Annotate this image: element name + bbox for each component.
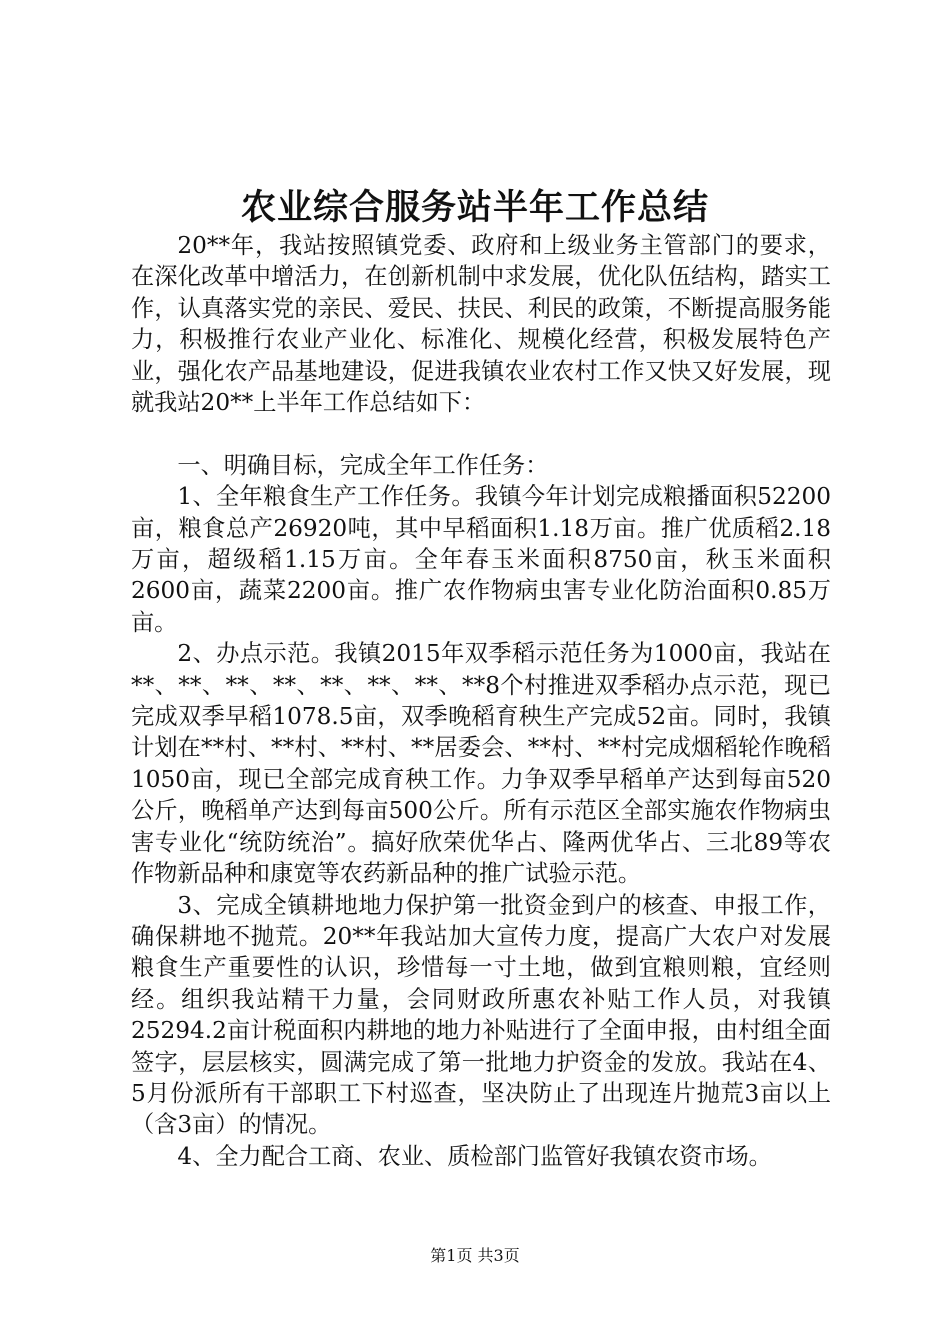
item-4-paragraph: 4、全力配合工商、农业、质检部门监管好我镇农资市场。 (177, 1142, 772, 1170)
item-1-paragraph: 1、全年粮食生产工作任务。我镇今年计划完成粮播面积52200亩，粮食总产26920吨，其中早稻面积1.18万亩。推广优质稻2.18万亩，超级稻1.15万亩。全年春玉米面积8750亩，秋玉米面积2600亩，蔬菜2200亩。推广农作物病虫害专业化防治面积0.85万亩。 (131, 483, 831, 636)
item-3-paragraph: 3、完成全镇耕地地力保护第一批资金到户的核查、申报工作，确保耕地不抛荒。20**年我站加大宣传力度，提高广大农户对发展粮食生产重要性的认识，珍惜每一寸土地，做到宜粮则粮，宜经则经。组织我站精干力量，会同财政所惠农补贴工作人员，对我镇25294.2亩计税面积内耕地的地力补贴进行了全面申报，由村组全面签字，层层核实，圆满完成了第一批地力护资金的发放。我站在4、5月份派所有干部职工下村巡查，坚决防止了出现连片抛荒3亩以上（含3亩）的情况。 (131, 891, 831, 1139)
document-body (131, 230, 831, 1172)
item-2-paragraph: 2、办点示范。我镇2015年双季稻示范任务为1000亩，我站在**、**、**、**、**、**、**、**8个村推进双季稻办点示范，现已完成双季早稻1078.5亩，双季晚稻育秧生产完成52亩。同时，我镇计划在**村、**村、**村、**居委会、**村、**村完成烟稻轮作晚稻1050亩，现已全部完成育秧工作。力争双季早稻单产达到每亩520公斤，晚稻单产达到每亩500公斤。所有示范区全部实施农作物病虫害专业化“统防统治”。搞好欣荣优华占、隆两优华占、三北89等农作物新品种和康宽等农药新品种的推广试验示范。 (131, 640, 831, 888)
intro-paragraph: 20**年，我站按照镇党委、政府和上级业务主管部门的要求，在深化改革中增活力，在创新机制中求发展，优化队伍结构，踏实工作，认真落实党的亲民、爱民、扶民、利民的政策，不断提高服务能力，积极推行农业产业化、标准化、规模化经营，积极发展特色产业，强化农产品基地建设，促进我镇农业农村工作又快又好发展，现就我站20**上半年工作总结如下： (131, 232, 831, 417)
section-heading: 一、明确目标，完成全年工作任务： (177, 451, 549, 479)
page-footer: 第1页 共3页 (430, 1246, 520, 1265)
document-title: 农业综合服务站半年工作总结 (240, 187, 709, 228)
